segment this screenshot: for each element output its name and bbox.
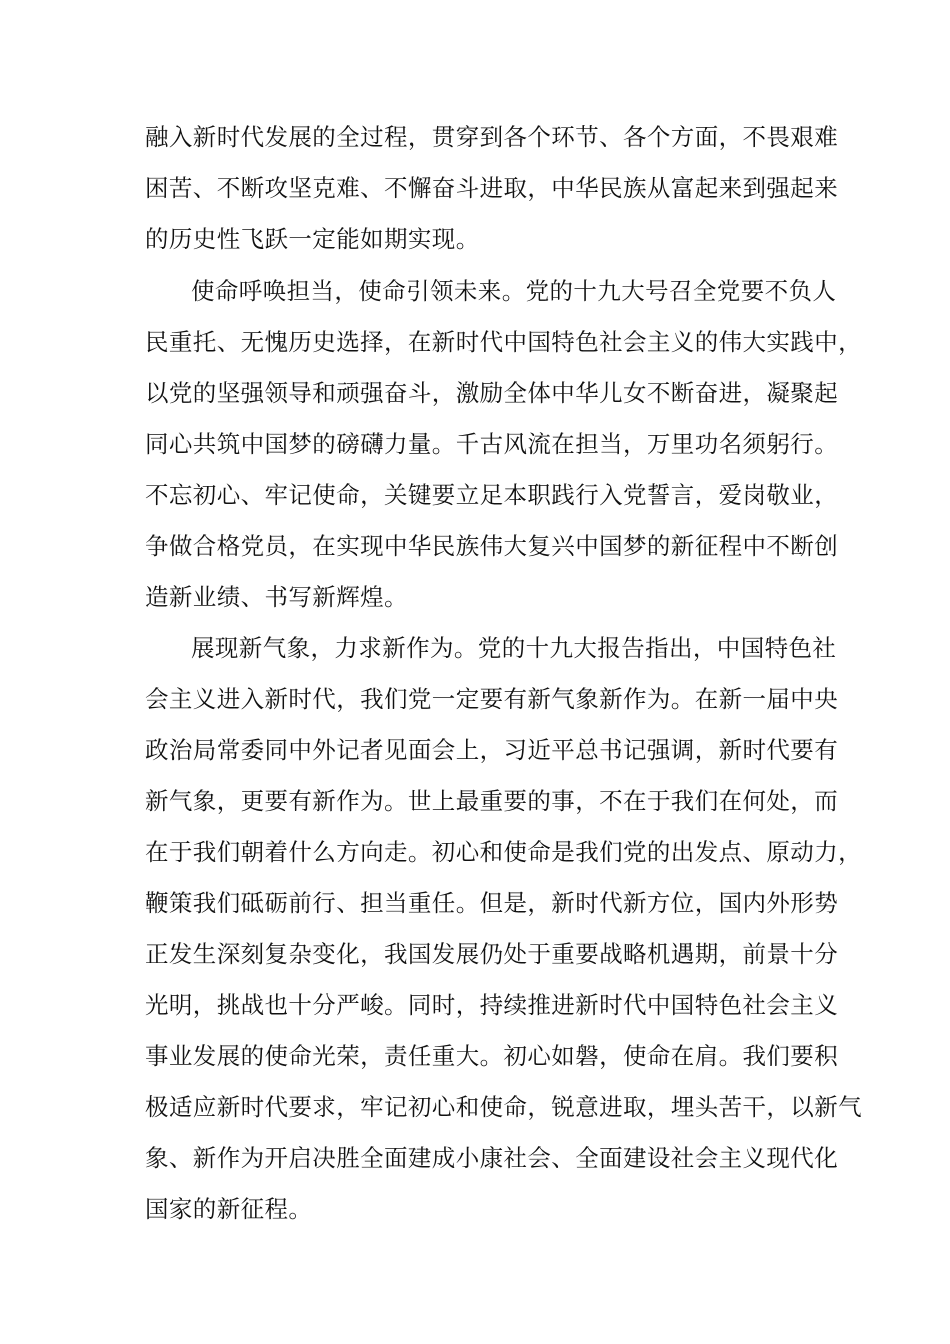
paragraph-2-line-7: 造新业绩、书写新辉煌。 (145, 583, 408, 611)
paragraph-3-line-6: 鞭策我们砥砺前行、担当重任。但是，新时代新方位，国内外形势 (145, 889, 839, 917)
paragraph-3-line-7: 正发生深刻复杂变化，我国发展仍处于重要战略机遇期，前景十分 (145, 940, 839, 968)
paragraph-2-line-1: 使命呼唤担当，使命引领未来。党的十九大号召全党要不负人 (191, 277, 837, 305)
paragraph-2-line-2: 民重托、无愧历史选择，在新时代中国特色社会主义的伟大实践中， (145, 328, 862, 356)
paragraph-3-line-1: 展现新气象，力求新作为。党的十九大报告指出，中国特色社 (191, 634, 837, 662)
paragraph-3-line-2: 会主义进入新时代，我们党一定要有新气象新作为。在新一届中央 (145, 685, 839, 713)
paragraph-2-line-6: 争做合格党员，在实现中华民族伟大复兴中国梦的新征程中不断创 (145, 532, 839, 560)
paragraph-3-line-4: 新气象，更要有新作为。世上最重要的事，不在于我们在何处，而 (145, 787, 839, 815)
paragraph-3-line-8: 光明，挑战也十分严峻。同时，持续推进新时代中国特色社会主义 (145, 991, 839, 1019)
paragraph-2-line-5: 不忘初心、牢记使命，关键要立足本职践行入党誓言，爱岗敬业， (145, 481, 839, 509)
paragraph-3-line-11: 象、新作为开启决胜全面建成小康社会、全面建设社会主义现代化 (145, 1144, 839, 1172)
paragraph-2-line-4: 同心共筑中国梦的磅礴力量。千古风流在担当，万里功名须躬行。 (145, 430, 839, 458)
paragraph-2-line-3: 以党的坚强领导和顽强奋斗，激励全体中华儿女不断奋进，凝聚起 (145, 379, 839, 407)
paragraph-3-line-5: 在于我们朝着什么方向走。初心和使命是我们党的出发点、原动力， (145, 838, 862, 866)
paragraph-3-line-9: 事业发展的使命光荣，责任重大。初心如磐，使命在肩。我们要积 (145, 1042, 839, 1070)
paragraph-1-line-1: 融入新时代发展的全过程，贯穿到各个环节、各个方面，不畏艰难 (145, 123, 839, 151)
paragraph-1-line-2: 困苦、不断攻坚克难、不懈奋斗进取，中华民族从富起来到强起来 (145, 174, 839, 202)
paragraph-3-line-10: 极适应新时代要求，牢记初心和使命，锐意进取，埋头苦干，以新气 (145, 1093, 862, 1121)
paragraph-1-line-3: 的历史性飞跃一定能如期实现。 (145, 225, 480, 253)
paragraph-3-line-3: 政治局常委同中外记者见面会上，习近平总书记强调，新时代要有 (145, 736, 839, 764)
paragraph-3-line-12: 国家的新征程。 (145, 1195, 313, 1223)
